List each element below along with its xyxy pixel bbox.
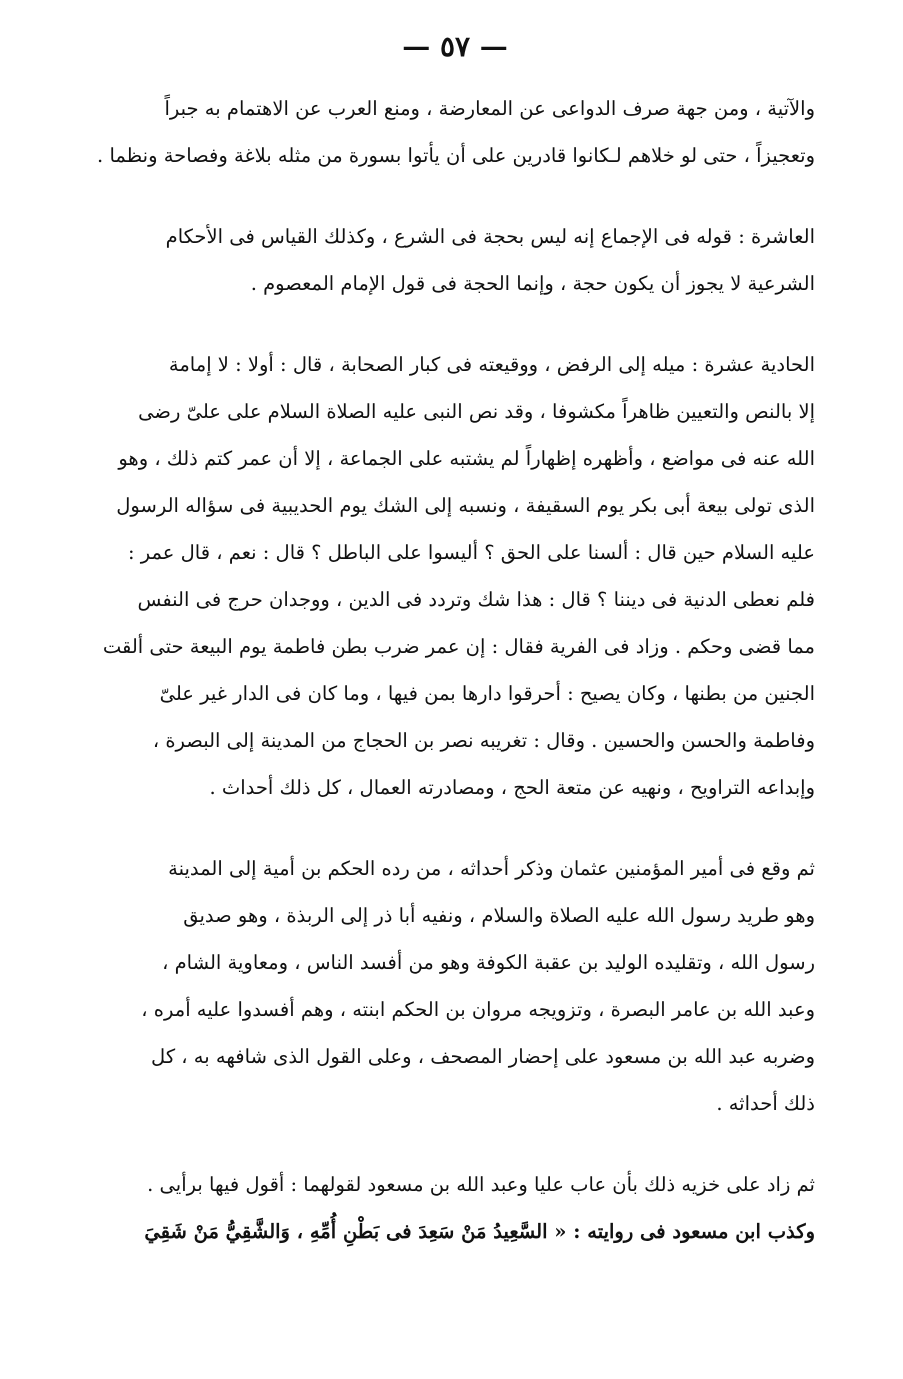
text-line: ذلك أحداثه . bbox=[716, 1092, 815, 1115]
paragraph-5 bbox=[95, 1161, 815, 1255]
page-number: — ٥٧ — bbox=[402, 30, 508, 63]
text-line: الحادية عشرة : ميله إلى الرفض ، ووقيعته فى كبار الصحابة ، قال : أولا : لا إمامة bbox=[168, 353, 815, 376]
text-line: مما قضى وحكم . وزاد فى الفرية فقال : إن عمر ضرب بطن فاطمة يوم البيعة حتى ألقت bbox=[102, 635, 815, 658]
text-line: وضربه عبد الله بن مسعود على إحضار المصحف ، وعلى القول الذى شافهه به ، كل bbox=[151, 1045, 815, 1068]
paragraph-3 bbox=[95, 341, 815, 811]
text-line: ثم وقع فى أمير المؤمنين عثمان وذكر أحداثه ، من رده الحكم بن أمية إلى المدينة bbox=[168, 857, 815, 880]
text-line: وهو طريد رسول الله عليه الصلاة والسلام ، ونفيه أبا ذر إلى الربذة ، وهو صديق bbox=[183, 904, 815, 927]
text-line: وكذب ابن مسعود فى روايته : « السَّعِيدُ مَنْ سَعِدَ فى بَطْنِ أُمِّهِ ، وَالشَّقِيُّ مَنْ شَقِيَ bbox=[144, 1220, 815, 1243]
book-page bbox=[95, 30, 815, 1255]
text-line: العاشرة : قوله فى الإجماع إنه ليس بحجة فى الشرع ، وكذلك القياس فى الأحكام bbox=[165, 225, 815, 248]
paragraph-1 bbox=[95, 85, 815, 179]
text-line: رسول الله ، وتقليده الوليد بن عقبة الكوفة وهو من أفسد الناس ، ومعاوية الشام ، bbox=[162, 951, 815, 974]
paragraph-4 bbox=[95, 845, 815, 1127]
text-line: وإبداعه التراويح ، ونهيه عن متعة الحج ، ومصادرته العمال ، كل ذلك أحداث . bbox=[209, 776, 815, 799]
text-line: وتعجيزاً ، حتى لو خلاهم لـكانوا قادرين على أن يأتوا بسورة من مثله بلاغة وفصاحة ونظما . bbox=[97, 144, 815, 167]
text-line: الشرعية لا يجوز أن يكون حجة ، وإنما الحجة فى قول الإمام المعصوم . bbox=[250, 272, 815, 295]
text-line: والآتية ، ومن جهة صرف الدواعى عن المعارضة ، ومنع العرب عن الاهتمام به جبراً bbox=[164, 97, 815, 120]
text-line: وعبد الله بن عامر البصرة ، وتزويجه مروان بن الحكم ابنته ، وهم أفسدوا عليه أمره ، bbox=[141, 998, 815, 1021]
text-line: فلم نعطى الدنية فى ديننا ؟ قال : هذا شك وتردد فى الدين ، ووجدان حرج فى النفس bbox=[137, 588, 815, 611]
text-line: الجنين من بطنها ، وكان يصيح : أحرقوا دارها بمن فيها ، وما كان فى الدار غير علىّ bbox=[159, 682, 815, 705]
text-line: الذى تولى بيعة أبى بكر يوم السقيفة ، ونسبه إلى الشك يوم الحديبية فى سؤاله الرسول bbox=[116, 494, 815, 517]
text-line: وفاطمة والحسن والحسين . وقال : تغريبه نصر بن الحجاج من المدينة إلى البصرة ، bbox=[152, 729, 815, 752]
text-line: إلا بالنص والتعيين ظاهراً مكشوفا ، وقد نص النبى عليه الصلاة السلام على علىّ رضى bbox=[138, 400, 815, 423]
text-line: ثم زاد على خزيه ذلك بأن عاب عليا وعبد الله بن مسعود لقولهما : أقول فيها برأيى . bbox=[147, 1173, 815, 1196]
text-line: عليه السلام حين قال : ألسنا على الحق ؟ أليسوا على الباطل ؟ قال : نعم ، قال عمر : bbox=[127, 541, 815, 564]
paragraph-2 bbox=[95, 213, 815, 307]
text-line: الله عنه فى مواضع ، وأظهره إظهاراً لم يشتبه على الجماعة ، إلا أن عمر كتم ذلك ، وهو bbox=[118, 447, 815, 470]
